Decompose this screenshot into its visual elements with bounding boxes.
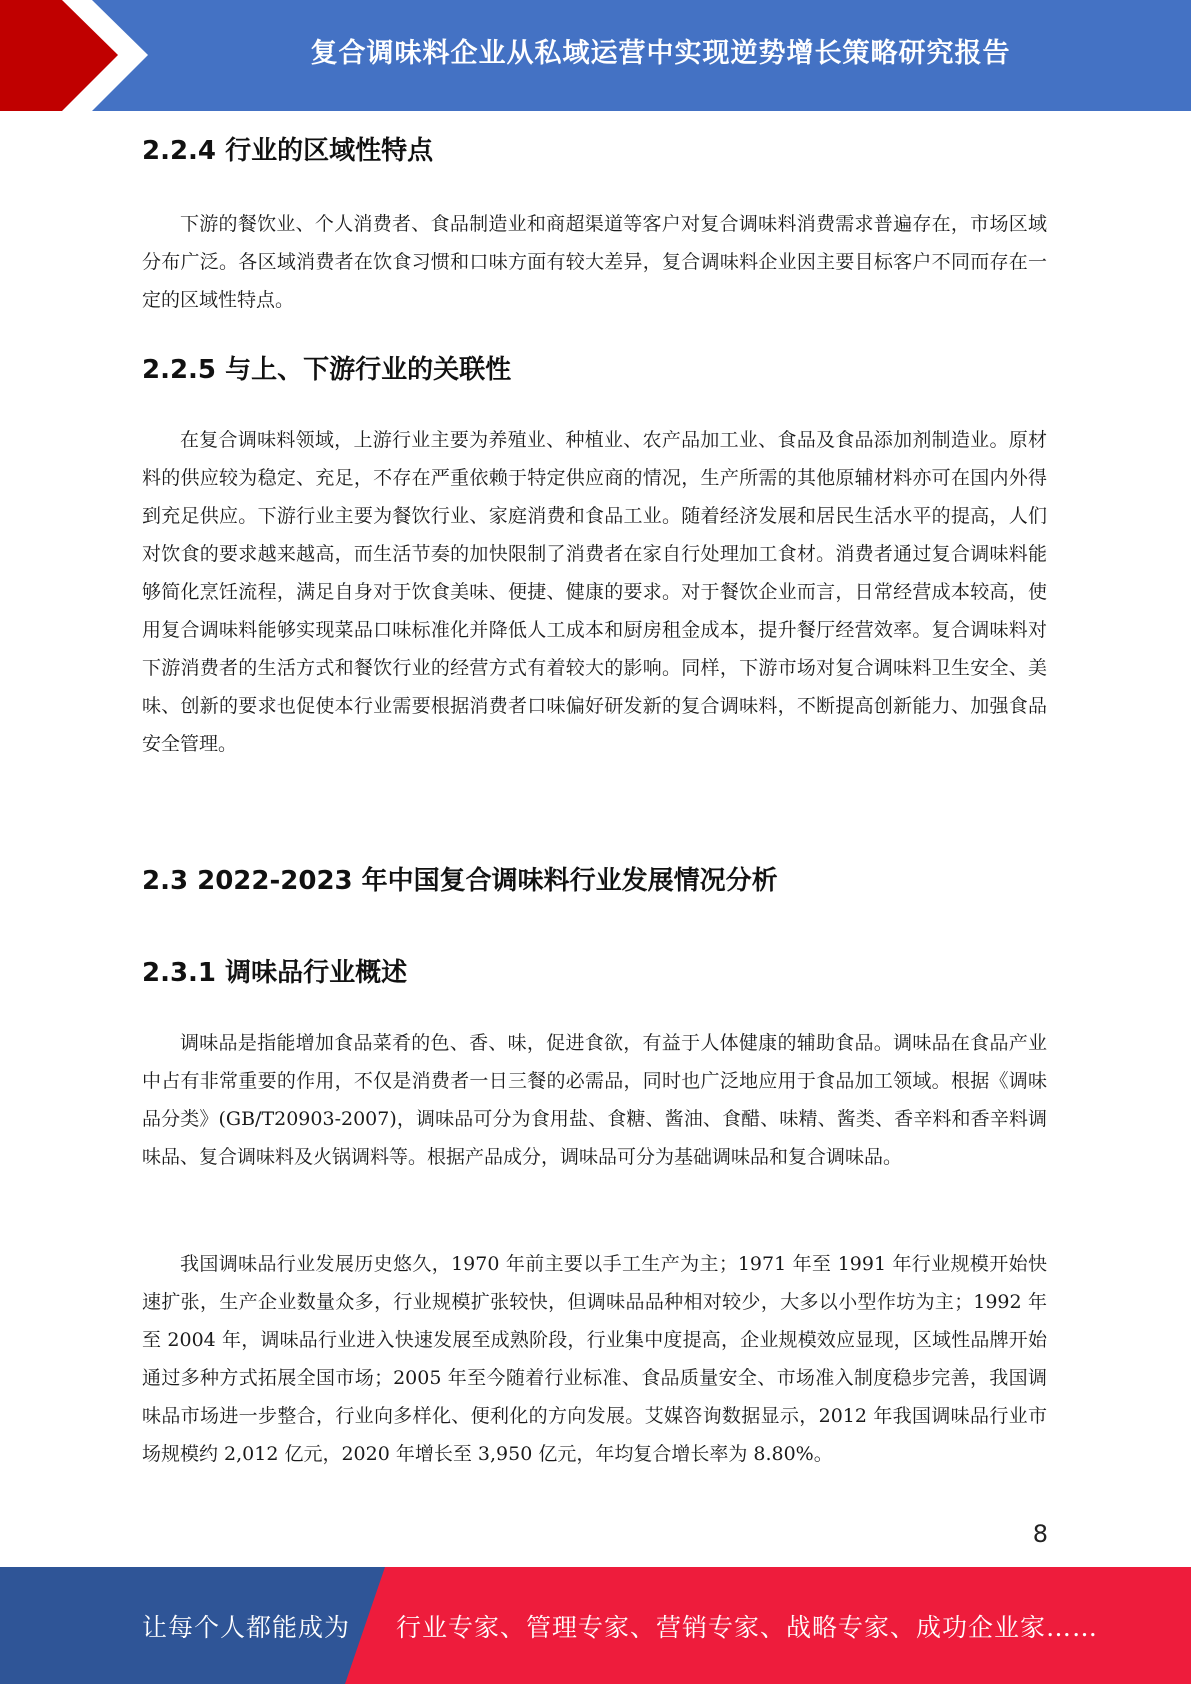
footer-slogan-right: 行业专家、管理专家、营销专家、战略专家、成功企业家…… [396, 1612, 1099, 1642]
section-heading-2-3: 2.3 2022-2023 年中国复合调味料行业发展情况分析 [142, 866, 778, 896]
footer-banner [0, 1567, 1191, 1684]
footer-slogan-left: 让每个人都能成为 [142, 1612, 351, 1642]
section-paragraph-2-3-1-b: 我国调味品行业发展历史悠久，1970 年前主要以手工生产为主；1971 年至 1991 年行业规模开始快速扩张，生产企业数量众多，行业规模扩张较快，但调味品品种相对较少，大多以小型作坊为主；1992 年至 2004 年，调味品行业进入快速发展至成熟阶段，行业集中度提高，企业规模效应显现，区域性品牌开始通过多种方式拓展全国市场；2005 年至今随着行业标准、食品质量安全、市场准入制度稳步完善，我国调味品市场进一步整合，行业向多样化、便利化的方向发展。艾媒咨询数据显示，2012 年我国调味品行业市场规模约 2,012 亿元，2020 年增长至 3,950 亿元，年均复合增长率为 8.80%。 [142, 1253, 1047, 1465]
section-heading-2-2-4: 2.2.4 行业的区域性特点 [142, 136, 434, 166]
header-banner [0, 0, 1191, 111]
header-red-arrow-decoration [0, 0, 160, 111]
section-paragraph-2-2-5: 在复合调味料领域，上游行业主要为养殖业、种植业、农产品加工业、食品及食品添加剂制造业。原材料的供应较为稳定、充足，不存在严重依赖于特定供应商的情况，生产所需的其他原辅材料亦可在国内外得到充足供应。下游行业主要为餐饮行业、家庭消费和食品工业。随着经济发展和居民生活水平的提高，人们对饮食的要求越来越高，而生活节奏的加快限制了消费者在家自行处理加工食材。消费者通过复合调味料能够简化烹饪流程，满足自身对于饮食美味、便捷、健康的要求。对于餐饮企业而言，日常经营成本较高，使用复合调味料能够实现菜品口味标准化并降低人工成本和厨房租金成本，提升餐厅经营效率。复合调味料对下游消费者的生活方式和餐饮行业的经营方式有着较大的影响。同样，下游市场对复合调味料卫生安全、美味、创新的要求也促使本行业需要根据消费者口味偏好研发新的复合调味料，不断提高创新能力、加强食品安全管理。 [142, 429, 1047, 755]
section-heading-2-3-1: 2.3.1 调味品行业概述 [142, 958, 408, 988]
page-number: 8 [1032, 1520, 1048, 1548]
section-heading-2-2-5: 2.2.5 与上、下游行业的关联性 [142, 355, 512, 385]
section-paragraph-2-2-4: 下游的餐饮业、个人消费者、食品制造业和商超渠道等客户对复合调味料消费需求普遍存在，市场区域分布广泛。各区域消费者在饮食习惯和口味方面有较大差异，复合调味料企业因主要目标客户不同而存在一定的区域性特点。 [142, 213, 1047, 311]
section-paragraph-2-3-1-a: 调味品是指能增加食品菜肴的色、香、味，促进食欲，有益于人体健康的辅助食品。调味品在食品产业中占有非常重要的作用，不仅是消费者一日三餐的必需品，同时也广泛地应用于食品加工领域。根据《调味品分类》(GB/T20903-2007)，调味品可分为食用盐、食糖、酱油、食醋、味精、酱类、香辛料和香辛料调味品、复合调味料及火锅调料等。根据产品成分，调味品可分为基础调味品和复合调味品。 [142, 1032, 1047, 1168]
report-title: 复合调味料企业从私域运营中实现逆势增长策略研究报告 [310, 37, 1011, 69]
